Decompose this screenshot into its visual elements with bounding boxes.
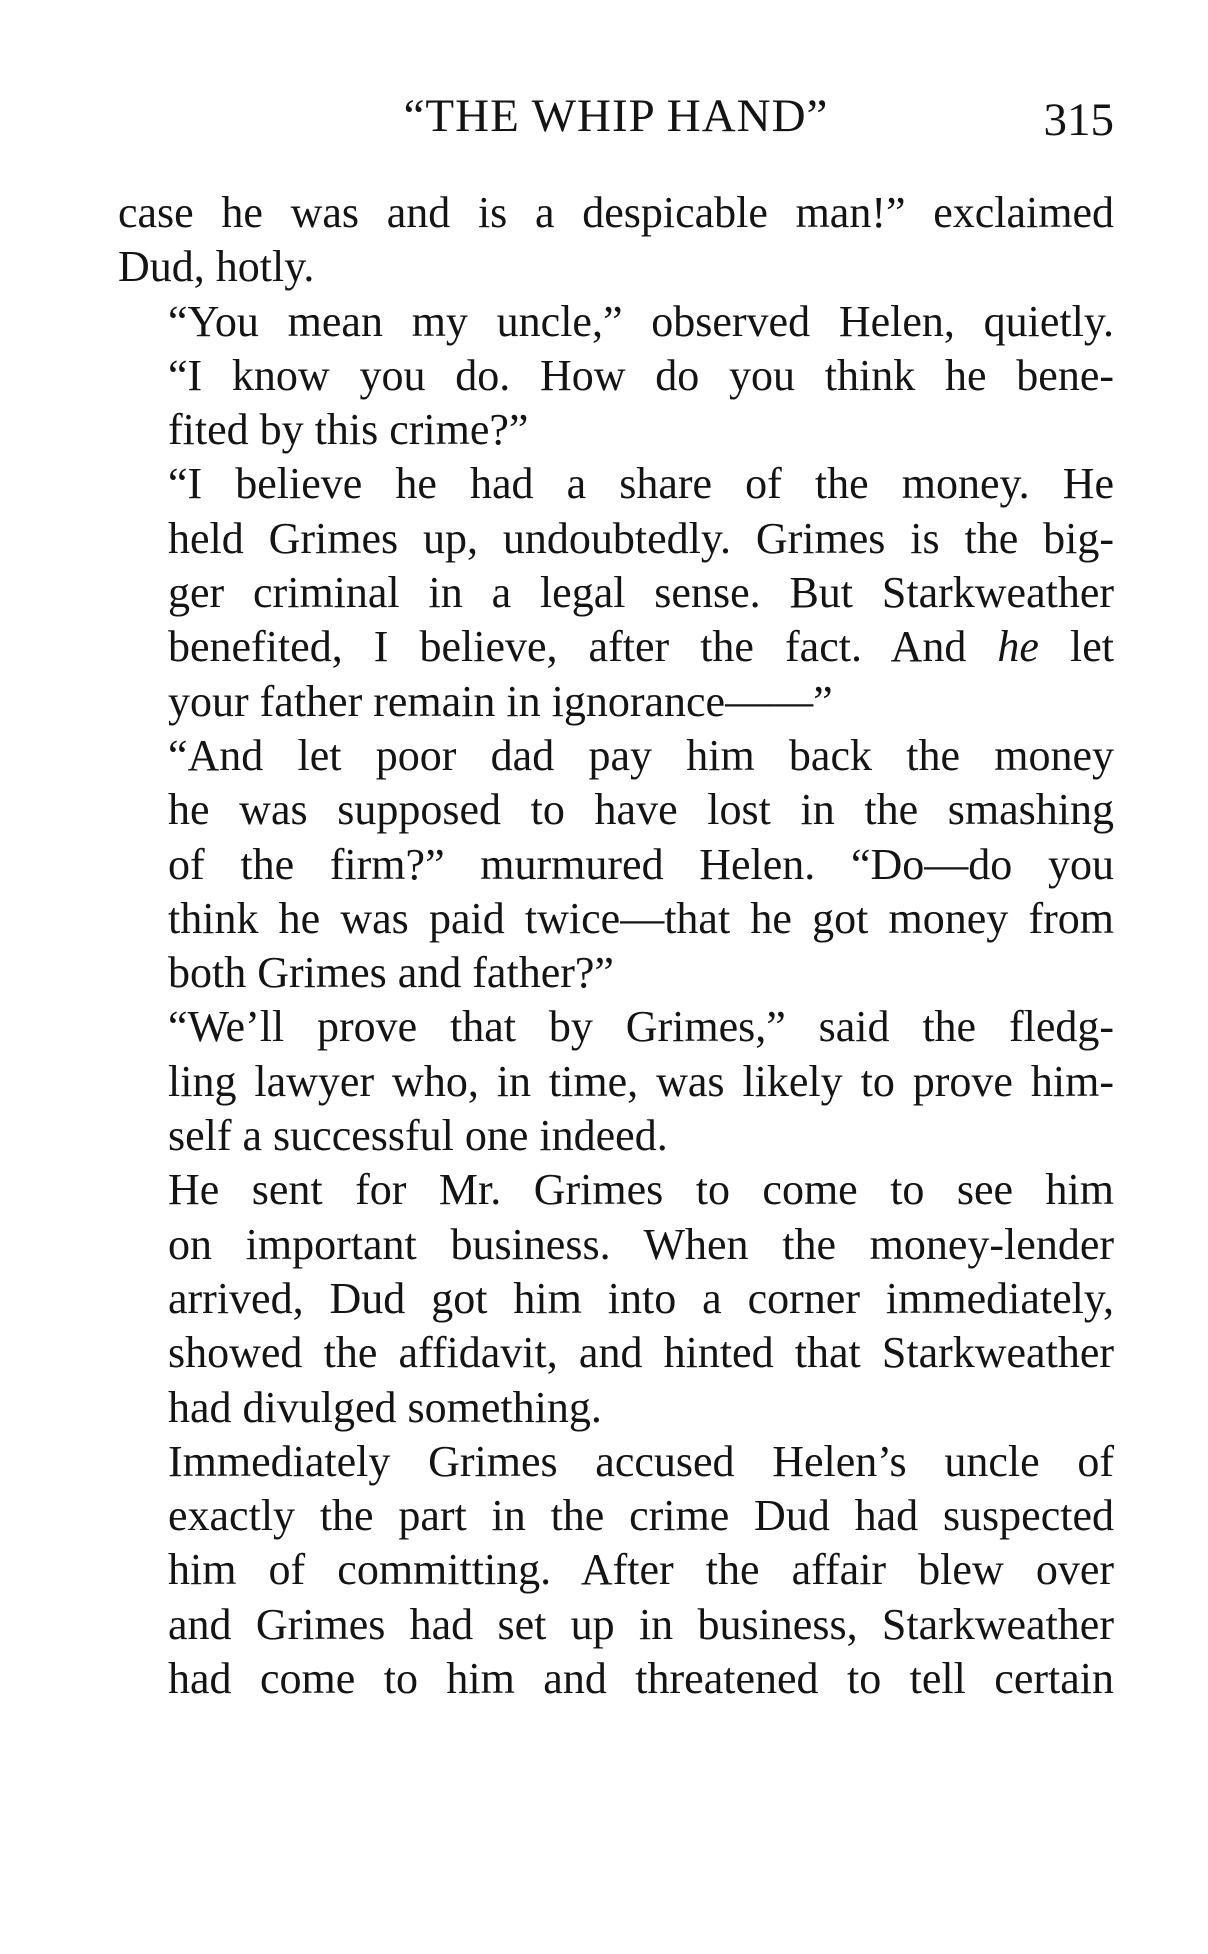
body-text — [118, 186, 1114, 1706]
text-line: on important business. When the money-lender — [168, 1219, 1114, 1269]
running-title: “THE WHIP HAND” — [403, 90, 829, 142]
text-line: exactly the part in the crime Dud had suspected — [168, 1491, 1114, 1541]
paragraph — [118, 186, 1114, 295]
text-line: him of committing. After the affair blew over — [168, 1545, 1114, 1595]
text-line: ling lawyer who, in time, was likely to prove him- — [168, 1056, 1114, 1106]
paragraph — [118, 729, 1114, 1000]
text-line: think he was paid twice—that he got money from — [168, 893, 1114, 943]
paragraph — [118, 295, 1114, 458]
text-line: and Grimes had set up in business, Starkweather — [168, 1599, 1114, 1649]
paragraph — [118, 1000, 1114, 1163]
text-line: “We’ll prove that by Grimes,” said the fledg- — [168, 1002, 1114, 1052]
text-line: Dud, hotly. — [118, 242, 315, 292]
text-line: showed the affidavit, and hinted that Starkweather — [168, 1328, 1114, 1378]
paragraph — [118, 1435, 1114, 1706]
text-line: He sent for Mr. Grimes to come to see him — [168, 1165, 1114, 1215]
text-line: “I know you do. How do you think he bene- — [168, 350, 1114, 400]
text-line: he was supposed to have lost in the smashing — [168, 785, 1114, 835]
paragraph — [118, 1163, 1114, 1434]
paragraph — [118, 457, 1114, 728]
text-line: case he was and is a despicable man!” exclaimed — [118, 188, 1114, 237]
text-line: “You mean my uncle,” observed Helen, quietly. — [168, 296, 1114, 346]
emphasis-he: he — [997, 622, 1039, 672]
text-line: had divulged something. — [168, 1382, 602, 1432]
running-head — [118, 86, 1114, 146]
text-line: held Grimes up, undoubtedly. Grimes is the big- — [168, 513, 1114, 563]
text-line-italic-he: benefited, I believe, after the fact. And he let — [168, 622, 1114, 672]
text-line: Immediately Grimes accused Helen’s uncle of — [168, 1436, 1114, 1486]
text-line: “And let poor dad pay him back the money — [168, 730, 1114, 780]
text-line: arrived, Dud got him into a corner immediately, — [168, 1273, 1114, 1323]
text-line: your father remain in ignorance——” — [168, 676, 833, 726]
text-line: fited by this crime?” — [168, 405, 529, 455]
page-number: 315 — [1043, 94, 1114, 146]
text-line: of the firm?” murmured Helen. “Do—do you — [168, 839, 1114, 889]
text-line: ger criminal in a legal sense. But Starkweather — [168, 568, 1114, 618]
text-line: “I believe he had a share of the money. He — [168, 459, 1114, 509]
text-line: self a successful one indeed. — [168, 1111, 668, 1161]
text-line: had come to him and threatened to tell certain — [168, 1654, 1114, 1704]
text-line: both Grimes and father?” — [168, 948, 614, 998]
